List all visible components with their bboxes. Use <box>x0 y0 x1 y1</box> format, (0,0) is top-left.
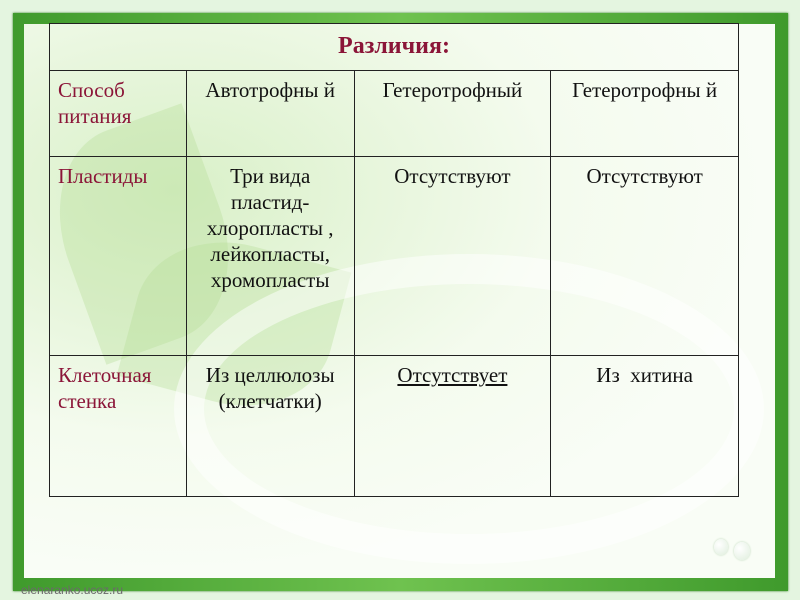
table-cell: Гетеротрофны й <box>551 71 739 157</box>
table-cell: Отсутствуют <box>354 157 551 356</box>
table-cell: Отсутствуют <box>551 157 739 356</box>
row-header: Пластиды <box>50 157 187 356</box>
differences-table <box>49 23 739 497</box>
table-cell: Автотрофны й <box>186 71 354 157</box>
table-row <box>50 356 739 497</box>
table-cell: Три вида пластид- хлоропласты , лейкопласты, хромопласты <box>186 157 354 356</box>
footer-watermark: elenaranko.ucoz.ru <box>21 583 124 597</box>
table-row <box>50 71 739 157</box>
table-cell: Из хитина <box>551 356 739 497</box>
table-cell: Отсутствует <box>354 356 551 497</box>
row-header: Клеточная стенка <box>50 356 187 497</box>
table-title: Различия: <box>50 24 739 71</box>
droplet-decoration <box>714 539 728 555</box>
row-header: Способ питания <box>50 71 187 157</box>
table-title-row <box>50 24 739 71</box>
table-row <box>50 157 739 356</box>
table-cell: Из целлюлозы (клетчатки) <box>186 356 354 497</box>
droplet-decoration <box>734 542 750 560</box>
table-cell: Гетеротрофный <box>354 71 551 157</box>
